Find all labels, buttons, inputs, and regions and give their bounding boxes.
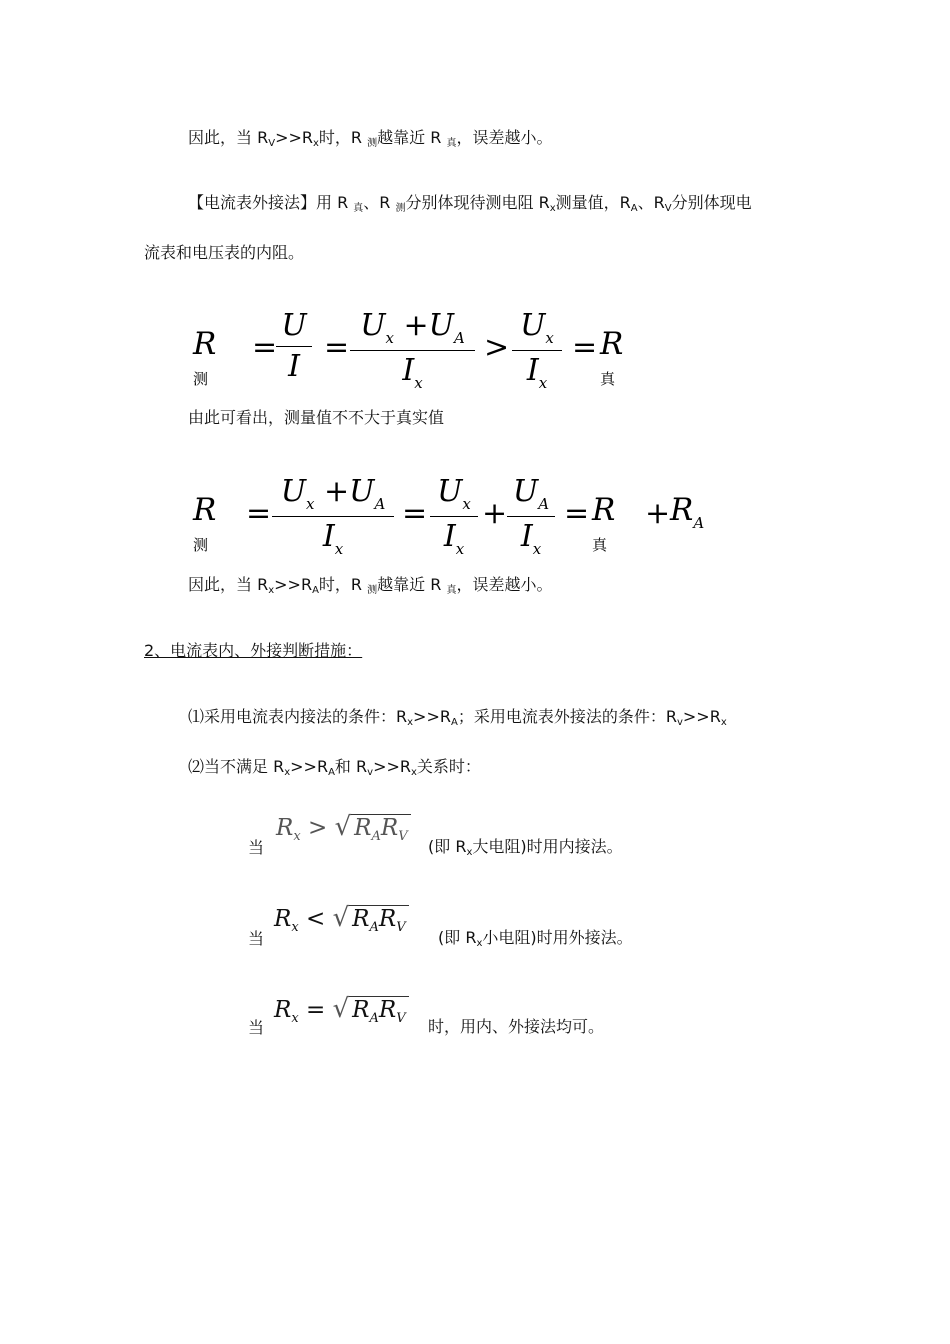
- text: 当: [248, 1018, 265, 1037]
- paragraph-conclusion-2: [188, 574, 552, 599]
- text: 测量值，R: [555, 193, 631, 212]
- eq2-rhs-RA: RA: [670, 492, 705, 532]
- paragraph-conclusion-1: [188, 127, 552, 152]
- subscript: 真: [446, 585, 457, 596]
- equals-sign: =: [246, 496, 272, 531]
- text: 当: [248, 838, 265, 857]
- subscript: x: [284, 767, 291, 778]
- subscript: A: [630, 203, 638, 214]
- subscript: 测: [367, 585, 378, 596]
- fraction-Ux-over-Ix: $U_x$ $I_x$: [512, 308, 562, 393]
- subscript: x: [720, 717, 727, 728]
- subscript: x: [313, 138, 319, 149]
- text: ，误差越小。: [456, 128, 553, 147]
- fraction-sum-over-Ix: $U_x +U_A$ $I_x$: [272, 474, 394, 559]
- subscript: 真: [353, 203, 364, 214]
- subscript: x: [549, 203, 556, 214]
- equals-sign: =: [324, 330, 350, 365]
- formula-Rx-gt-sqrt: $R_x$ > √ $R_AR_V$: [276, 812, 411, 842]
- sqrt-symbol: √: [332, 994, 350, 1024]
- subscript: v: [676, 717, 683, 728]
- equals-sign: =: [572, 330, 598, 365]
- fraction-U-over-I: U I: [276, 308, 312, 385]
- rule-1-text: (即 Rx大电阻)时用内接法。: [428, 837, 623, 858]
- text: 、R: [637, 193, 665, 212]
- subscript: x: [407, 717, 414, 728]
- sqrt-symbol: √: [332, 903, 350, 933]
- subscript: v: [367, 767, 374, 778]
- text: 分别体现待测电阻 R: [405, 193, 550, 212]
- equals-sign: =: [402, 496, 428, 531]
- subscript: V: [268, 138, 276, 149]
- formula-Rx-eq-sqrt: $R_x$ = √ $R_AR_V$: [274, 994, 409, 1024]
- eq1-rhs: R真: [600, 326, 624, 388]
- formula-Rx-lt-sqrt: $R_x$ < √ $R_AR_V$: [274, 903, 409, 933]
- subscript: A: [312, 585, 319, 596]
- text: >>R: [274, 575, 313, 594]
- paragraph-external-method-line2: 流表和电压表的内阻。: [144, 243, 305, 262]
- plus-sign: +: [482, 496, 508, 531]
- text: 分别体现电: [671, 193, 752, 212]
- text: 因此，当 R: [188, 128, 269, 147]
- subscript: 真: [446, 138, 457, 149]
- rule-2-text: (即 Rx小电阻)时用外接法。: [438, 928, 633, 949]
- text: 当: [248, 929, 265, 948]
- subscript: A: [450, 717, 458, 728]
- text: >>R: [373, 757, 411, 776]
- equals-sign: =: [564, 496, 590, 531]
- fraction-sum-over-Ix: $U_x +U_A$ $I_x$: [350, 308, 475, 393]
- fraction-Ux-over-Ix: $U_x$ $I_x$: [430, 474, 478, 559]
- subscript: A: [328, 767, 335, 778]
- text: ⑵当不满足 R: [188, 757, 285, 776]
- subscript: 测: [395, 203, 406, 214]
- text: >>R: [682, 707, 721, 726]
- condition-2: [188, 756, 481, 781]
- condition-1: [188, 706, 727, 731]
- section-heading: 2、电流表内、外接判断措施：: [144, 641, 363, 660]
- text: >>R: [275, 128, 313, 147]
- paragraph-external-method: [188, 192, 752, 217]
- greater-than-sign: >: [484, 330, 510, 365]
- text: ⑴采用电流表内接法的条件：R: [188, 707, 408, 726]
- subscript: V: [664, 203, 672, 214]
- sqrt-symbol: √: [334, 812, 352, 842]
- text: ，误差越小。: [456, 575, 553, 594]
- rule-3-text: 时，用内、外接法均可。: [428, 1017, 605, 1036]
- text: 、R: [363, 193, 396, 212]
- text: 越靠近 R: [377, 575, 447, 594]
- text: 和 R: [334, 757, 368, 776]
- eq1-lhs: R测: [193, 326, 217, 388]
- text: >>R: [413, 707, 451, 726]
- subscript: 测: [367, 138, 378, 149]
- subscript: x: [411, 767, 417, 778]
- paragraph-observation: 由此可看出，测量值不不大于真实值: [188, 408, 445, 427]
- text: 因此，当 R: [188, 575, 269, 594]
- text: >>R: [290, 757, 329, 776]
- fraction-UA-over-Ix: $U_A$ $I_x$: [507, 474, 555, 559]
- text: 【电流表外接法】用 R: [188, 193, 354, 212]
- subscript: x: [268, 585, 275, 596]
- text: 时，R: [318, 128, 368, 147]
- text: 越靠近 R: [377, 128, 447, 147]
- equals-sign: =: [252, 330, 278, 365]
- eq2-rhs-Rzhen: R真: [592, 492, 616, 554]
- text: ；采用电流表外接法的条件：R: [457, 707, 677, 726]
- text: 时，R: [318, 575, 368, 594]
- plus-sign: +: [645, 496, 671, 531]
- text: 关系时：: [416, 757, 481, 776]
- eq2-lhs: R测: [193, 492, 217, 554]
